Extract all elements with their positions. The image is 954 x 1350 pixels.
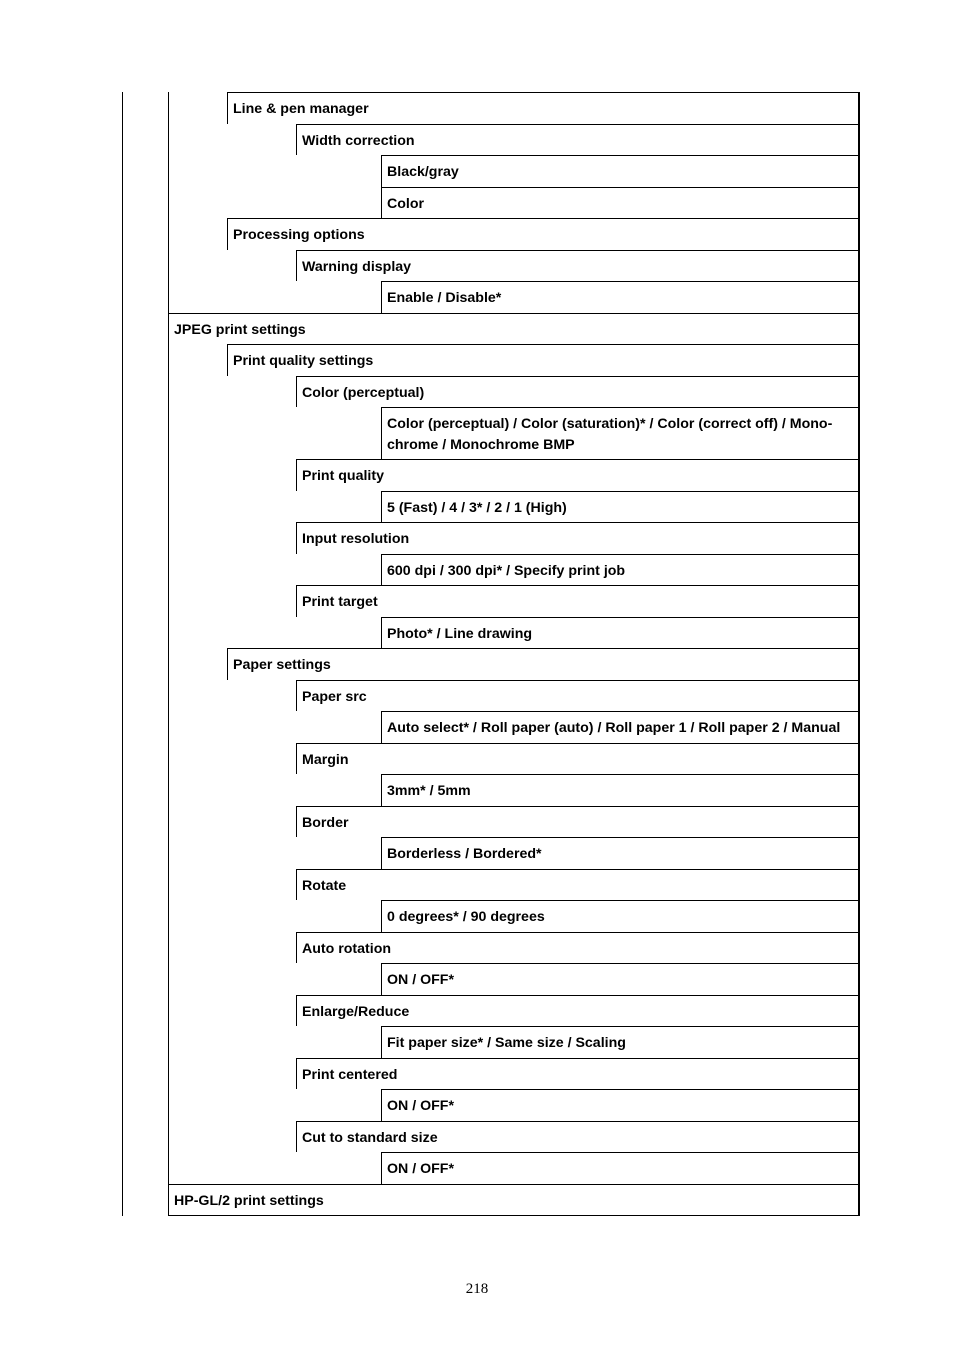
menu-row bbox=[168, 554, 860, 586]
menu-row bbox=[168, 344, 860, 376]
menu-row bbox=[168, 995, 860, 1027]
menu-item-level-3: 0 degrees* / 90 degrees bbox=[381, 900, 860, 932]
menu-item-level-2: Cut to standard size bbox=[296, 1121, 860, 1153]
menu-item-level-3: ON / OFF* bbox=[381, 963, 860, 995]
menu-item-level-2: Input resolution bbox=[296, 522, 860, 554]
menu-item-level-3: 5 (Fast) / 4 / 3* / 2 / 1 (High) bbox=[381, 491, 860, 523]
menu-row bbox=[168, 407, 860, 459]
menu-row bbox=[168, 313, 860, 345]
menu-row bbox=[168, 491, 860, 523]
menu-row bbox=[168, 1152, 860, 1184]
menu-row bbox=[168, 459, 860, 491]
menu-row bbox=[168, 250, 860, 282]
menu-item-level-2: Print centered bbox=[296, 1058, 860, 1090]
menu-item-level-2: Margin bbox=[296, 743, 860, 775]
change-bar bbox=[122, 92, 123, 1216]
menu-row bbox=[168, 187, 860, 219]
menu-item-level-1: Paper settings bbox=[227, 648, 860, 680]
menu-row bbox=[168, 837, 860, 869]
menu-row bbox=[168, 963, 860, 995]
menu-row bbox=[168, 281, 860, 313]
menu-item-level-2: Rotate bbox=[296, 869, 860, 901]
menu-row bbox=[168, 617, 860, 649]
menu-row bbox=[168, 1184, 860, 1216]
menu-item-level-3: 3mm* / 5mm bbox=[381, 774, 860, 806]
menu-row bbox=[168, 1121, 860, 1153]
menu-row bbox=[168, 900, 860, 932]
menu-item-level-3: Auto select* / Roll paper (auto) / Roll paper 1 / Roll paper 2 / Manual bbox=[381, 711, 860, 743]
menu-row bbox=[168, 1058, 860, 1090]
menu-row bbox=[168, 711, 860, 743]
menu-row bbox=[168, 585, 860, 617]
menu-item-level-0: HP-GL/2 print settings bbox=[168, 1184, 860, 1216]
menu-item-level-2: Border bbox=[296, 806, 860, 838]
menu-item-level-2: Print target bbox=[296, 585, 860, 617]
menu-item-level-3: ON / OFF* bbox=[381, 1089, 860, 1121]
menu-item-level-0: JPEG print settings bbox=[168, 313, 860, 345]
menu-item-level-2: Width correction bbox=[296, 124, 860, 156]
menu-row bbox=[168, 743, 860, 775]
menu-item-level-3: Enable / Disable* bbox=[381, 281, 860, 313]
menu-row bbox=[168, 124, 860, 156]
menu-item-level-2: Enlarge/Reduce bbox=[296, 995, 860, 1027]
menu-item-level-3: ON / OFF* bbox=[381, 1152, 860, 1184]
menu-row bbox=[168, 92, 860, 124]
menu-row bbox=[168, 376, 860, 408]
menu-row bbox=[168, 648, 860, 680]
menu-row bbox=[168, 932, 860, 964]
menu-item-level-3: Photo* / Line drawing bbox=[381, 617, 860, 649]
menu-row bbox=[168, 869, 860, 901]
menu-row bbox=[168, 155, 860, 187]
page-number: 218 bbox=[465, 1281, 489, 1297]
menu-row bbox=[168, 774, 860, 806]
menu-row bbox=[168, 806, 860, 838]
menu-item-level-3: Fit paper size* / Same size / Scaling bbox=[381, 1026, 860, 1058]
table-bottom-border bbox=[168, 1215, 860, 1216]
menu-item-level-3: Color (perceptual) / Color (saturation)* / Color (correct off) / Mono- chrome / Monochrome BMP bbox=[381, 407, 860, 459]
menu-item-level-3: Black/gray bbox=[381, 155, 860, 187]
menu-row bbox=[168, 218, 860, 250]
menu-item-level-3: 600 dpi / 300 dpi* / Specify print job bbox=[381, 554, 860, 586]
menu-item-level-1: Processing options bbox=[227, 218, 860, 250]
menu-item-level-2: Color (perceptual) bbox=[296, 376, 860, 408]
menu-row bbox=[168, 1089, 860, 1121]
menu-item-level-2: Auto rotation bbox=[296, 932, 860, 964]
menu-item-level-3: Borderless / Bordered* bbox=[381, 837, 860, 869]
menu-row bbox=[168, 522, 860, 554]
menu-item-level-1: Print quality settings bbox=[227, 344, 860, 376]
menu-item-level-1: Line & pen manager bbox=[227, 92, 860, 124]
menu-row bbox=[168, 1026, 860, 1058]
menu-item-level-3: Color bbox=[381, 187, 860, 219]
menu-item-level-2: Warning display bbox=[296, 250, 860, 282]
menu-item-level-2: Print quality bbox=[296, 459, 860, 491]
settings-menu-tree bbox=[168, 92, 860, 1216]
menu-item-level-2: Paper src bbox=[296, 680, 860, 712]
menu-row bbox=[168, 680, 860, 712]
